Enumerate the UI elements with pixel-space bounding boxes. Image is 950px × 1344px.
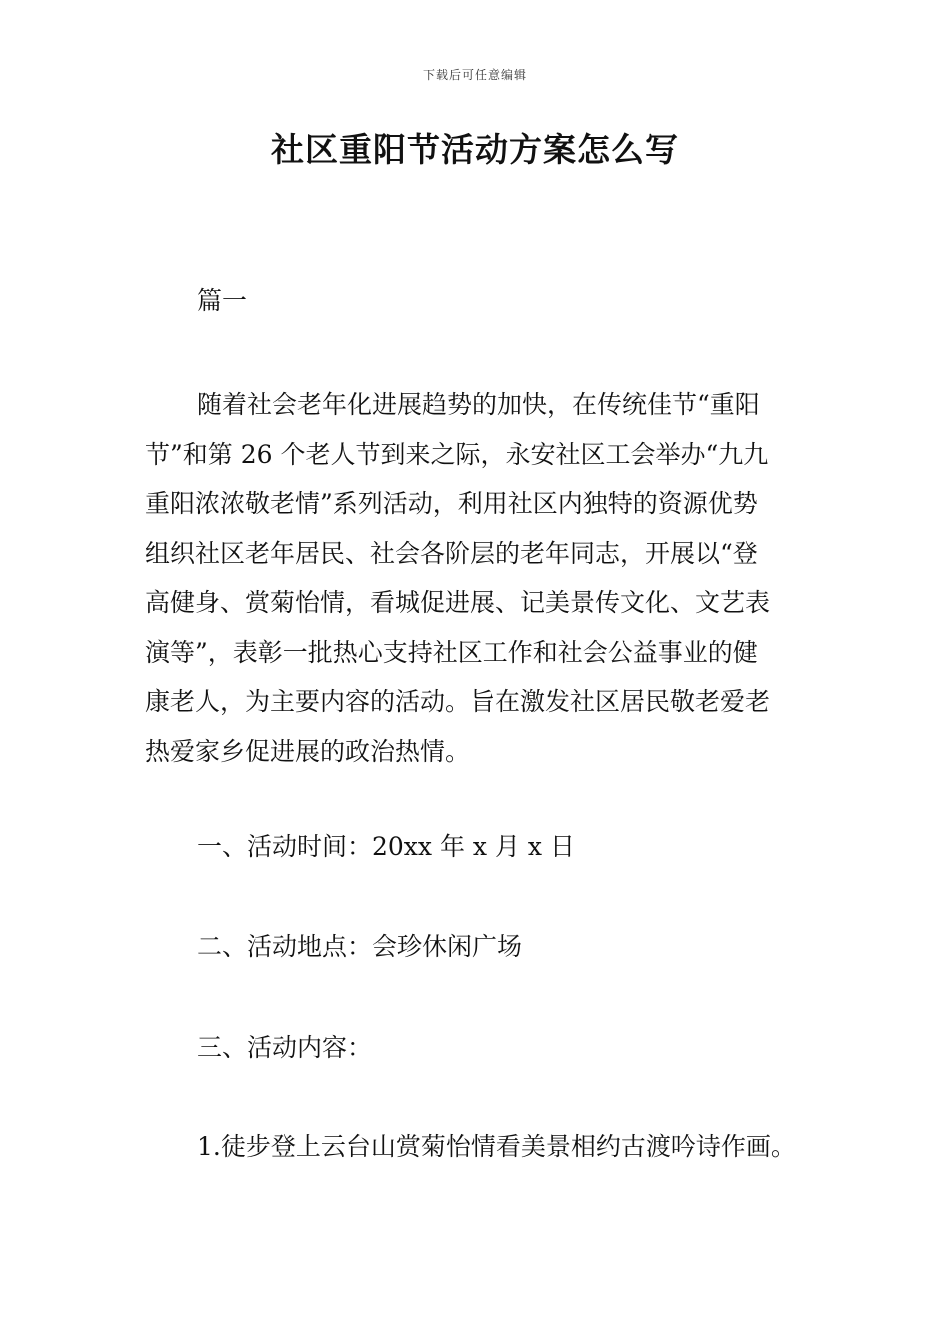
paragraph-line: 节”和第 26 个老人节到来之际，永安社区工会举办“九九 (145, 439, 769, 469)
activity-content-heading: 三、活动内容： (197, 1033, 373, 1062)
activity-time: 一、活动时间：20xx 年 x 月 x 日 (197, 832, 575, 861)
paragraph-line: 康老人，为主要内容的活动。旨在激发社区居民敬老爱老 (145, 687, 771, 716)
paragraph-line: 高健身、赏菊怡情，看城促进展、记美景传文化、文艺表 (145, 588, 771, 617)
intro-paragraph (145, 380, 810, 776)
header-note: 下载后可任意编辑 (422, 68, 527, 82)
document-title: 社区重阳节活动方案怎么写 (271, 130, 679, 169)
activity-content-item: 1.徒步登上云台山赏菊怡情看美景相约古渡吟诗作画。 (197, 1132, 796, 1161)
paragraph-line: 随着社会老年化进展趋势的加快，在传统佳节“重阳 (197, 390, 760, 419)
activity-place: 二、活动地点：会珍休闲广场 (197, 932, 523, 961)
paragraph-line: 演等”，表彰一批热心支持社区工作和社会公益事业的健 (145, 637, 758, 667)
section-label: 篇一 (197, 286, 248, 315)
paragraph-line: 组织社区老年居民、社会各阶层的老年同志，开展以“登 (145, 538, 758, 568)
paragraph-line: 重阳浓浓敬老情”系列活动，利用社区内独特的资源优势 (145, 489, 758, 518)
paragraph-line: 热爱家乡促进展的政治热情。 (145, 736, 471, 766)
